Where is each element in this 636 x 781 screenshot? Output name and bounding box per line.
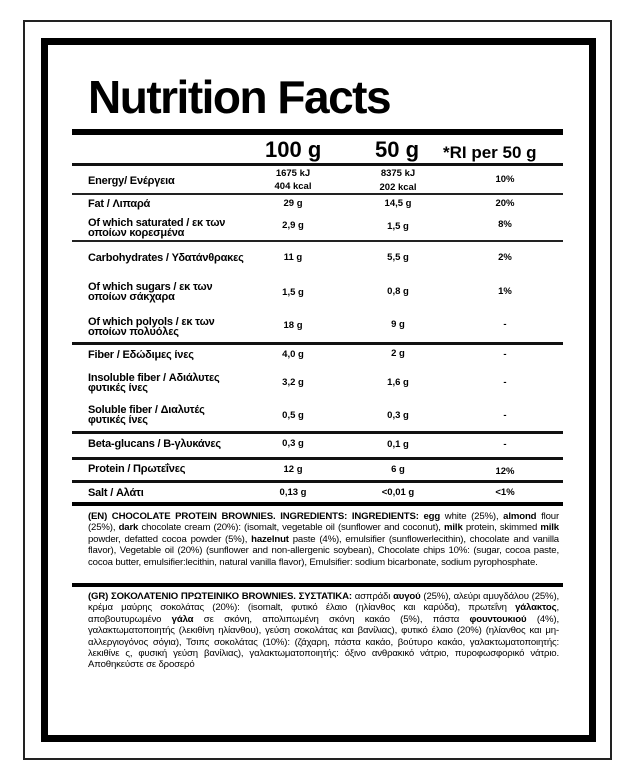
value-100g: 11 g — [283, 252, 303, 263]
value-50g: 6 g — [391, 464, 405, 475]
nutrient-label-line1: Of which saturated / εκ των — [88, 217, 226, 229]
value-50g-kj: 8375 kJ — [380, 168, 416, 179]
allergen: hazelnut — [251, 533, 289, 545]
ingredients-text: (25%), αλεύρι αμυγδάλου (25%), κρέμα μαύρης σοκολάτας (20%): (isomalt, φυτικό έλαιο (ηλίανθος και καρύδα), πρωτεΐνη — [88, 591, 560, 614]
nutrient-label-line1: Insoluble fiber / Αδιάλυτες — [88, 372, 220, 384]
value-ri: - — [503, 439, 507, 450]
value-50g: 2 g — [391, 348, 405, 359]
nutrient-label: Salt / Αλάτι — [88, 487, 144, 499]
nutrient-label — [88, 405, 205, 425]
column-header-100g: 100 g — [265, 137, 322, 162]
value-50g: 9 g — [391, 319, 405, 330]
value-ri: <1% — [495, 487, 515, 498]
value-ri: 20% — [495, 198, 515, 209]
value-50g: 1,5 g — [387, 221, 409, 232]
value-100g: 0,13 g — [279, 487, 307, 498]
header-divider — [72, 163, 563, 166]
row-divider — [72, 431, 563, 434]
nutrient-label — [88, 282, 212, 302]
allergen: egg — [423, 511, 441, 522]
value-100g: 12 g — [283, 464, 303, 475]
ingredients-en-heading: (EN) CHOCOLATE PROTEIN BROWNIES. INGREDIENTS: INGREDIENTS: — [88, 511, 424, 522]
allergen: αυγού — [393, 591, 421, 602]
value-50g: 14,5 g — [384, 198, 412, 209]
allergen: φουντουκιού — [469, 613, 527, 625]
value-100g: 18 g — [283, 320, 303, 331]
label-title: Nutrition Facts — [88, 71, 391, 123]
value-50g: 0,1 g — [387, 439, 409, 450]
row-divider — [72, 342, 563, 345]
value-100g-kcal: 404 kcal — [274, 181, 312, 192]
nutrient-label-line2: οποίων σάκχαρα — [88, 291, 175, 303]
value-ri: - — [503, 349, 507, 360]
row-divider — [72, 480, 563, 483]
ingredients-text: powder, defatted cocoa powder (5%), — [88, 533, 252, 545]
value-ri: 1% — [498, 286, 512, 297]
ingredients-text: ασπράδι — [354, 591, 394, 602]
value-100g: 1,5 g — [282, 287, 304, 298]
value-50g: 1,6 g — [387, 377, 409, 388]
value-100g: 2,9 g — [282, 220, 304, 231]
value-ri: - — [503, 319, 507, 330]
allergen: dark — [118, 522, 139, 534]
ingredients-text: (4%), γαλακτωματοποιητής (λεκιθίνη ηλίανθου), γεύση σοκολάτας και βανίλιας), φυτικό έλαιο (20%) (ηλίανθος και μη-αλλεργιογόνος σόγια), Τσιπς σοκολάτας (10%): (ζάχαρη, πάστα κακάο, βούτυρο κακάο, γαλακτωματοποιητής: λεκιθίνε ς, φυσική γεύση βανίλιας), γαλακτωματοποιητής: όξινο ανθρακικό νάτριο, πυροφωσφορικό νάτριο. Αποθηκεύστε σε δροσερό — [88, 613, 559, 671]
nutrient-label: Beta-glucans / Β-γλυκάνες — [88, 438, 221, 450]
value-50g: 5,5 g — [387, 252, 409, 263]
title-divider — [72, 129, 563, 135]
ingredients-text: chocolate cream (20%): (isomalt, vegetable oil (sunflower and coconut), — [138, 522, 445, 534]
value-ri: 12% — [495, 466, 515, 477]
value-100g: 29 g — [283, 198, 303, 209]
allergen: almond — [503, 511, 537, 522]
value-ri: 10% — [495, 174, 515, 185]
ingredients-text: white (25%), — [440, 511, 504, 522]
row-divider — [72, 193, 563, 195]
nutrient-label-line2: φυτικές ίνες — [88, 382, 148, 394]
nutrient-label-line2: οποίων κορεσμένα — [88, 227, 185, 239]
ingredients-text: protein, skimmed — [462, 522, 541, 534]
nutrient-label-line2: οποίων πολυόλες — [88, 326, 179, 338]
nutrient-label: Carbohydrates / Υδατάνθρακες — [88, 252, 244, 264]
column-header-50g: 50 g — [375, 137, 420, 162]
ingredients-gr-heading: (GR) ΣΟΚΟΛΑΤΕΝΙΟ ΠΡΩΤΕΙΝΙΚΟ BROWNIES. ΣΥΣΤΑΤΙΚΑ: — [88, 591, 355, 602]
value-ri: 8% — [498, 219, 512, 230]
value-100g: 0,5 g — [282, 410, 304, 421]
nutrient-label — [88, 218, 225, 238]
nutrient-label — [88, 373, 220, 393]
value-50g: <0,01 g — [381, 487, 415, 498]
value-100g: 3,2 g — [282, 377, 304, 388]
value-100g: 0,3 g — [282, 438, 304, 449]
value-ri: - — [503, 377, 507, 388]
ingredients-text: σε σκόνη, απολιπωμένη σκόνη κακάο (5%), πάστα — [193, 613, 470, 625]
column-header-ri: *RI per 50 g — [443, 143, 537, 162]
value-50g-kcal: 202 kcal — [379, 182, 417, 193]
allergen: γάλακτος — [515, 602, 557, 614]
value-ri: - — [503, 410, 507, 421]
ingredients-divider — [72, 583, 563, 587]
nutrient-label — [88, 317, 215, 337]
value-100g-kj: 1675 kJ — [275, 168, 311, 179]
nutrient-label-line1: Of which sugars / εκ των — [88, 281, 213, 293]
allergen: milk — [540, 522, 559, 534]
nutrient-label: Energy/ Ενέργεια — [88, 175, 175, 187]
nutrient-label-line1: Of which polyols / εκ των — [88, 316, 215, 328]
ingredients-en — [88, 511, 559, 568]
nutrient-label: Fat / Λιπαρά — [88, 198, 151, 210]
ingredients-text: , αποβουτυρωμένο — [88, 602, 559, 625]
ingredients-gr — [88, 591, 559, 671]
nutrient-label-line1: Soluble fiber / Διαλυτές — [88, 404, 205, 416]
nutrient-label: Protein / Πρωτεΐνες — [88, 463, 186, 475]
value-50g: 0,3 g — [387, 410, 409, 421]
nutrient-label: Fiber / Εδώδιμες ίνες — [88, 349, 194, 361]
ingredients-text: paste (4%), emulsifier (sunflowerlecithin), chocolate and vanilla flavor), Vegetable oil (20%) (sunflower and non-allergenic soybean), Chocolate chips 10%: (sugar, cocoa paste, cocoa butter, emulsifier:lecithin, natural vanilla flavor), Emulsifier: sodium bicarbonate, sodium pyrophosphate. — [88, 533, 559, 568]
row-divider — [72, 240, 563, 242]
value-100g: 4,0 g — [282, 349, 304, 360]
ingredients-text: flour (25%), — [88, 511, 559, 534]
table-bottom-divider — [72, 502, 563, 506]
row-divider — [72, 457, 563, 460]
nutrient-label-line2: φυτικές ίνες — [88, 414, 148, 426]
allergen: milk — [444, 522, 463, 534]
allergen: γάλα — [171, 613, 194, 625]
value-ri: 2% — [498, 252, 512, 263]
value-50g: 0,8 g — [387, 286, 409, 297]
